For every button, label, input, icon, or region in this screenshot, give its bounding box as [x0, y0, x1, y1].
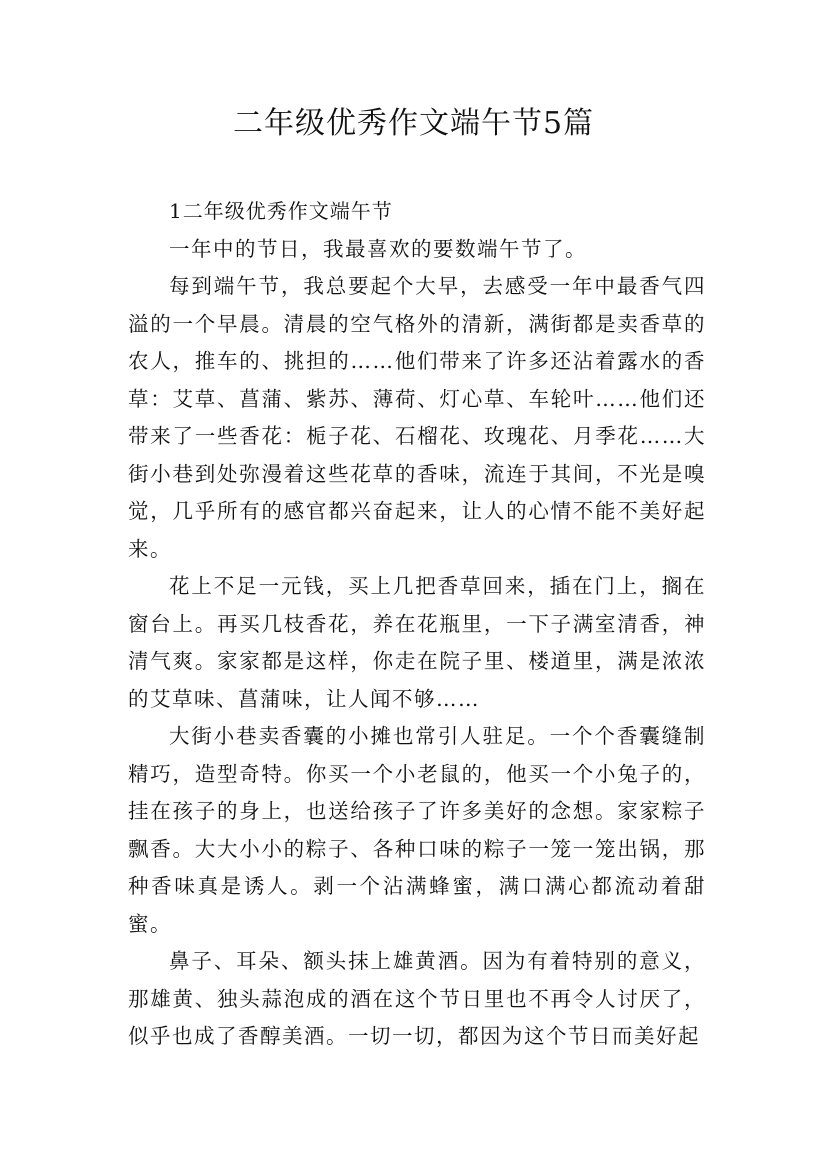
paragraph-5: 鼻子、耳朵、额头抹上雄黄酒。因为有着特别的意义，那雄黄、独头蒜泡成的酒在这个节日里也不再令人讨厌了，似乎也成了香醇美酒。一切一切，都因为这个节日而美好起: [128, 949, 706, 1048]
document-body: [128, 193, 706, 1056]
section-heading: 1二年级优秀作文端午节: [169, 199, 393, 223]
paragraph-2: 每到端午节，我总要起个大早，去感受一年中最香气四溢的一个早晨。清晨的空气格外的清新，满街都是卖香草的农人，推车的、挑担的……他们带来了许多还沾着露水的香草：艾草、菖蒲、紫苏、薄荷、灯心草、车轮叶……他们还带来了一些香花：栀子花、石榴花、玫瑰花、月季花……大街小巷到处弥漫着这些花草的香味，流连于其间，不光是嗅觉，几乎所有的感官都兴奋起来，让人的心情不能不美好起来。: [128, 274, 706, 561]
document-title: 二年级优秀作文端午节5篇: [232, 106, 595, 141]
paragraph-3: 花上不足一元钱，买上几把香草回来，插在门上，搁在窗台上。再买几枝香花，养在花瓶里，一下子满室清香，神清气爽。家家都是这样，你走在院子里、楼道里，满是浓浓的艾草味、菖蒲味，让人闻不够……: [128, 574, 706, 711]
paragraph-1: 一年中的节日，我最喜欢的要数端午节了。: [169, 236, 587, 261]
paragraph-4: 大街小巷卖香囊的小摊也常引人驻足。一个个香囊缝制精巧，造型奇特。你买一个小老鼠的，他买一个小兔子的，挂在孩子的身上，也送给孩子了许多美好的念想。家家粽子飘香。大大小小的粽子、各种口味的粽子一笼一笼出锅，那种香味真是诱人。剥一个沾满蜂蜜，满口满心都流动着甜蜜。: [128, 724, 706, 936]
